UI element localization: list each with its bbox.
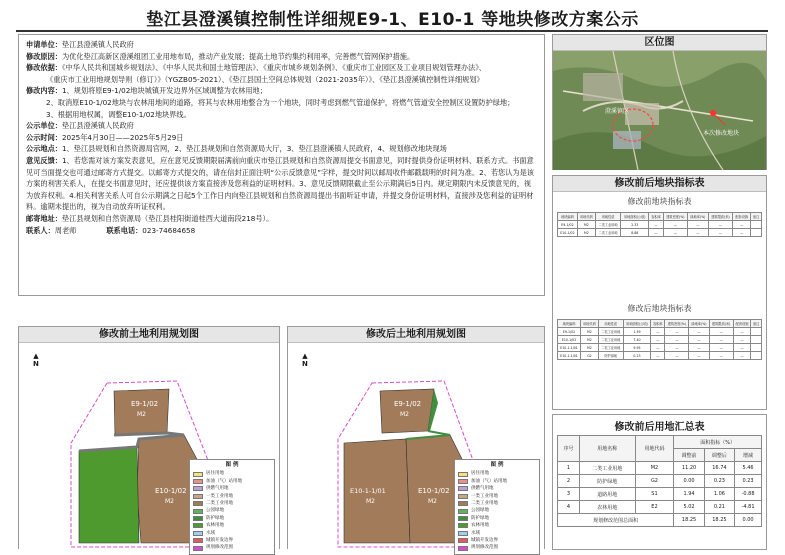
table-cell: — [709,352,733,360]
summary-cell: 1 [558,462,580,475]
parcel-label: E10-1/02 [155,487,187,495]
table-cell: — [665,336,689,344]
table-cell [751,328,762,336]
legend-swatch [193,501,203,506]
legend-swatch [458,472,468,477]
legend-label: 农林用地 [471,523,489,529]
summary-cell: 规划修改范围总面积 [558,514,674,527]
legend-item [193,530,271,537]
summary-row [558,501,762,514]
location-map-title: 区位图 [553,35,766,51]
summary-cell: -4.81 [735,501,762,514]
legend-label: 公园绿地 [206,508,224,514]
legend-label: 水域 [206,530,215,536]
table-cell: 1.59 [623,328,651,336]
info-key: 公示地点： [26,144,62,154]
summary-cell: 0.23 [704,475,734,488]
table-cell: 0.23 [623,352,651,360]
summary-header-cell: 增减 [735,449,762,462]
summary-cell: S1 [635,488,674,501]
info-line [26,120,537,132]
summary-cell: M2 [635,462,674,475]
legend-item [458,544,536,551]
summary-cell: 3 [558,488,580,501]
info-key: 联系电话： [106,225,143,235]
info-key: 意见反馈： [26,155,62,165]
legend-label: 防护绿地 [206,515,224,521]
table-cell: — [651,336,665,344]
summary-panel [552,414,767,550]
info-line [26,97,537,109]
legend-swatch [193,546,203,551]
table-cell: 7.40 [623,336,651,344]
map-legend [189,459,275,555]
summary-cell: 0.21 [704,501,734,514]
table-cell: — [665,328,689,336]
map-legend [454,459,540,555]
table-header-cell: 用地面积(公顷) [623,320,651,328]
legend-item [193,470,271,477]
location-map-image [553,51,766,170]
table-cell: — [663,229,687,237]
legend-title: 图 例 [490,462,504,468]
legend-item [458,470,536,477]
legend-item [193,522,271,529]
table-header-cell: 配套设施 [733,320,751,328]
table-header-cell: 绿地率(%) [688,213,709,221]
info-value: 垫江县澄溪镇人民政府 [61,40,134,49]
legend-swatch [193,486,203,491]
legend-label: 二类工业用地 [471,501,498,507]
table-cell: M2 [577,221,595,229]
parcel-code: M2 [400,411,409,418]
table-cell: — [689,328,709,336]
summary-cell: 2 [558,475,580,488]
table-cell: E10-1/02 [558,229,578,237]
table-cell [751,344,762,352]
info-line [26,39,537,51]
table-cell: 二类工业用地 [598,344,623,352]
table-cell: M2 [577,229,595,237]
table-header-cell: 用地代码 [581,320,599,328]
legend-item [193,500,271,507]
legend-label: 二类工业用地 [206,501,233,507]
legend-swatch [193,509,203,514]
legend-item [458,522,536,529]
table-row [558,229,762,237]
table-cell [751,221,762,229]
info-value: 3、根据用地权属，调整E10-1/02地块界线。 [46,109,191,119]
after-map-title: 修改后土地利用规划图 [288,327,544,343]
table-header-cell: 建筑限高(米) [709,320,733,328]
table-cell [751,336,762,344]
summary-header-cell: 调整后 [704,449,734,462]
info-value: 《重庆市工业用地规划导则（修订）》（YGZB05-2021）、《垫江县国土空间总体规划（2021-2035年）》、《垫江县澄溪镇控制性详细规划》 [46,74,484,84]
summary-header-cell: 用地名称 [579,436,635,462]
table-header-cell: 配套设施 [733,213,751,221]
legend-swatch [458,523,468,528]
summary-cell: E2 [635,501,674,514]
indicator-panel-title: 修改前后地块指标表 [553,176,766,192]
table-cell: E10-1-1/01 [558,352,581,360]
table-cell: E10-1-1/01 [558,344,581,352]
legend-item [193,537,271,544]
table-cell: — [733,336,751,344]
summary-cell: 4 [558,501,580,514]
info-line [26,109,537,121]
table-header-cell: 绿地率(%) [689,320,709,328]
table-cell: 二类工业用地 [595,221,620,229]
summary-header-cell: 用地代码 [635,436,674,462]
legend-item [458,485,536,492]
legend-swatch [193,531,203,536]
info-value: 周老师 [54,225,77,235]
table-cell: — [733,328,751,336]
info-line [26,62,537,74]
table-cell: M2 [581,344,599,352]
legend-item [458,537,536,544]
table-header-cell: 建筑限高(米) [708,213,733,221]
table-row [558,328,762,336]
info-value: 2025年4月30日——2025年5月29日 [61,132,184,142]
summary-cell: 18.25 [674,514,704,527]
table-header-cell: 建筑密度(%) [665,320,689,328]
table-cell: — [709,328,733,336]
legend-item [193,507,271,514]
summary-cell: G2 [635,475,674,488]
info-key: 申请单位： [26,40,62,49]
summary-cell: 16.74 [704,462,734,475]
legend-item [458,507,536,514]
before-indicator-table [557,212,762,237]
legend-item [458,530,536,537]
after-indicator-table [557,319,762,360]
announcement-info-panel [18,34,545,296]
legend-label: 规划修改范围 [471,545,498,551]
legend-label: 规划修改范围 [206,545,233,551]
summary-cell: -0.88 [735,488,762,501]
table-header-cell: 地块编码 [558,213,578,221]
table-cell: — [649,229,663,237]
table-cell: E9-1/02 [558,328,581,336]
info-value: 为优化垫江高新区澄溪组团工业用地布局，推动产业发展；提高土地节约集约利用率，完善燃气管网保护措施。 [61,51,415,61]
summary-table [557,435,762,527]
parcel-code: M2 [366,498,375,505]
legend-label: 一类工业用地 [206,493,233,499]
legend-label: 农林用地 [206,523,224,529]
table-cell: — [709,336,733,344]
compass-icon: ▲ N [33,352,39,368]
legend-swatch [458,516,468,521]
table-cell: — [708,229,733,237]
parcel-code: M2 [165,498,174,505]
summary-header-cell: 序号 [558,436,580,462]
info-key: 修改依据： [26,63,62,73]
summary-row [558,488,762,501]
table-cell: M2 [581,336,599,344]
table-cell: E9-1/02 [558,221,578,229]
info-key: 修改原因： [26,51,62,61]
table-row [558,352,762,360]
table-cell: 二类工业用地 [598,328,623,336]
info-key: 联系人： [26,225,55,235]
summary-cell: 5.02 [674,501,704,514]
table-header-cell: 建筑密度(%) [663,213,687,221]
info-value: 垫江县规划和自然资源局（垫江县桂阳街道桂西大道南段218号）。 [61,213,274,223]
table-cell: — [733,229,751,237]
legend-swatch [458,538,468,543]
table-cell: 二类工业用地 [595,229,620,237]
table-header-cell: 用地面积(公顷) [621,213,649,221]
legend-label: 城镇开发边界 [206,538,233,544]
table-row [558,344,762,352]
info-line [26,143,537,155]
parcel-label: E9-1/02 [131,400,159,408]
parcel-code: M2 [137,411,146,418]
table-row [558,221,762,229]
parcel-label: E10-1/02 [418,487,450,495]
table-cell: 二类工业用地 [598,336,623,344]
table-header-cell: 用地性质 [598,320,623,328]
legend-label: 水域 [471,530,480,536]
table-cell [751,352,762,360]
table-header-cell: 备注 [751,320,762,328]
table-cell: — [689,344,709,352]
info-key: 公示时间： [26,132,62,142]
legend-swatch [458,479,468,484]
info-value: 1、若您需对该方案发表意见，应在意见反馈期限届满前向重庆市垫江县规划和自然资源局提交书面意见，同时提供身份证明材料、联系方式。书面意见可当面提交也可通过邮寄方式提交。以邮寄方式提交的，请在信封正面注明“公示反馈意见”字样，提交时间以邮局收件邮戳载明的时间为准。2、若您认为是该方案的利害关系人，在提交书面意见时，还应提供该方案直接涉及您利益的证明材料。3、意见反馈期限截止至公示期满后5日内。规定期限内未反馈意见的，视为放弃权利。4.相关利害关系人可自公示期满之日起5个工作日内向垫江县规划和自然资源局提出书面听证申请，并提交身份证明材料，直接涉及您利益的证明材料。逾期未提出的，视为自动放弃听证权利。 [26,155,534,212]
legend-item [458,493,536,500]
table-cell: — [709,344,733,352]
parcel-code: M2 [428,498,437,505]
legend-swatch [193,523,203,528]
info-line [26,155,537,213]
legend-label: 公园绿地 [471,508,489,514]
table-cell: — [733,352,751,360]
table-cell: — [689,336,709,344]
legend-item [458,478,536,485]
info-key: 修改内容： [26,86,62,96]
info-value: 《中华人民共和国城乡规划法》、《中华人民共和国土地管理法》、《重庆市城乡规划条例》、《重庆市工业园区及工业项目规划管理办法》、 [61,63,486,73]
legend-item [193,485,271,492]
summary-total-row [558,514,762,527]
info-line [26,51,537,63]
legend-item [193,544,271,551]
location-map-panel [552,34,767,170]
table-header-cell: 容积率 [649,213,663,221]
info-line [26,225,537,237]
summary-cell: 5.46 [735,462,762,475]
table-header-cell: 容积率 [651,320,665,328]
info-value: 1、规划将原E9-1/02地块城镇开发边界外区域调整为农林用地； [61,86,267,96]
title-underline [16,30,768,32]
table-cell: E10-1/02 [558,336,581,344]
table-header-cell: 用地代码 [577,213,595,221]
summary-title: 修改前后用地汇总表 [614,422,705,433]
legend-swatch [193,472,203,477]
table-cell: — [665,352,689,360]
summary-cell: 0.00 [674,475,704,488]
legend-item [193,493,271,500]
table-cell: — [688,229,709,237]
legend-item [458,515,536,522]
info-line [26,85,537,97]
legend-label: 城镇开发边界 [471,538,498,544]
page-title: 垫江县澄溪镇控制性详细规E9-1、E10-1 等地块修改方案公示 [146,10,639,30]
indicator-panel [552,175,767,410]
after-table-title: 修改后地块指标表 [627,304,692,313]
table-cell: — [733,221,751,229]
summary-cell: 农林用地 [579,501,635,514]
legend-swatch [193,479,203,484]
compass-icon: ▲ N [302,352,308,368]
before-map-title: 修改前土地利用规划图 [19,327,279,343]
legend-swatch [458,531,468,536]
legend-label: 一类工业用地 [471,493,498,499]
info-value: 023-74684658 [142,225,196,235]
summary-cell: 1.94 [674,488,704,501]
summary-cell: 防护绿地 [579,475,635,488]
table-cell: G2 [581,352,599,360]
summary-cell: 18.25 [704,514,734,527]
info-value: 1、垫江县规划和自然资源局官网，2、垫江县规划和自然资源局大厅，3、垫江县澄溪镇人民政府，4、规划修改地块现场 [61,144,447,154]
table-cell: — [688,221,709,229]
table-header-cell: 用地性质 [595,213,620,221]
legend-swatch [193,516,203,521]
info-line [26,74,537,86]
table-header-cell: 备注 [751,213,762,221]
legend-label: 供燃气用地 [471,486,494,492]
summary-cell: 11.20 [674,462,704,475]
table-cell: — [663,221,687,229]
site-label: 本次修改地块 [703,130,740,137]
legend-label: 防护绿地 [471,515,489,521]
table-cell: — [649,221,663,229]
table-cell: 2.33 [621,221,649,229]
legend-label: 供燃气用地 [206,486,229,492]
legend-label: 居住用地 [206,471,224,477]
table-header-cell: 地块编码 [558,320,581,328]
summary-cell: 1.06 [704,488,734,501]
legend-title: 图 例 [225,462,239,468]
table-cell: 防护绿地 [598,352,623,360]
table-cell: 9.95 [623,344,651,352]
table-row [558,336,762,344]
table-cell [751,229,762,237]
table-cell: — [733,344,751,352]
summary-row [558,475,762,488]
table-cell: 8.88 [621,229,649,237]
table-cell: — [651,344,665,352]
table-cell: M2 [581,328,599,336]
parcel-label: E9-1/02 [394,400,422,408]
legend-swatch [458,546,468,551]
info-value: 2、取消原E10-1/02地块与农林用地间的道路，将其与农林用地整合为一个地块，同时考虑到燃气管道保护，将燃气管道安全控制区设置防护绿地； [46,97,515,107]
summary-group-header: 面积指标（%） [674,436,762,449]
summary-cell: 道路用地 [579,488,635,501]
legend-swatch [193,494,203,499]
info-line [26,132,537,144]
legend-item [193,478,271,485]
table-cell: — [708,221,733,229]
legend-label: 加油（气）站用地 [206,478,242,484]
before-table-title: 修改前地块指标表 [627,197,692,206]
summary-cell: 0.00 [735,514,762,527]
legend-swatch [458,501,468,506]
summary-row [558,462,762,475]
table-cell: — [689,352,709,360]
summary-cell: 0.23 [735,475,762,488]
legend-label: 加油（气）站用地 [471,478,507,484]
info-key: 邮寄地址： [26,213,62,223]
legend-item [458,500,536,507]
legend-swatch [458,486,468,491]
legend-swatch [458,509,468,514]
info-value: 垫江县澄溪镇人民政府 [61,121,134,131]
summary-cell: 二类工业用地 [579,462,635,475]
legend-item [193,515,271,522]
legend-swatch [193,538,203,543]
legend-swatch [458,494,468,499]
legend-label: 居住用地 [471,471,489,477]
before-map-panel [18,326,280,549]
table-cell: — [665,344,689,352]
table-cell: — [651,328,665,336]
summary-header-cell: 调整前 [674,449,704,462]
parcel-label: E10-1-1/01 [350,487,386,495]
info-key: 公示单位： [26,121,62,131]
town-label: 澄溪镇区 [605,108,630,115]
after-map-panel [287,326,545,549]
info-line [26,213,537,225]
table-cell: — [651,352,665,360]
